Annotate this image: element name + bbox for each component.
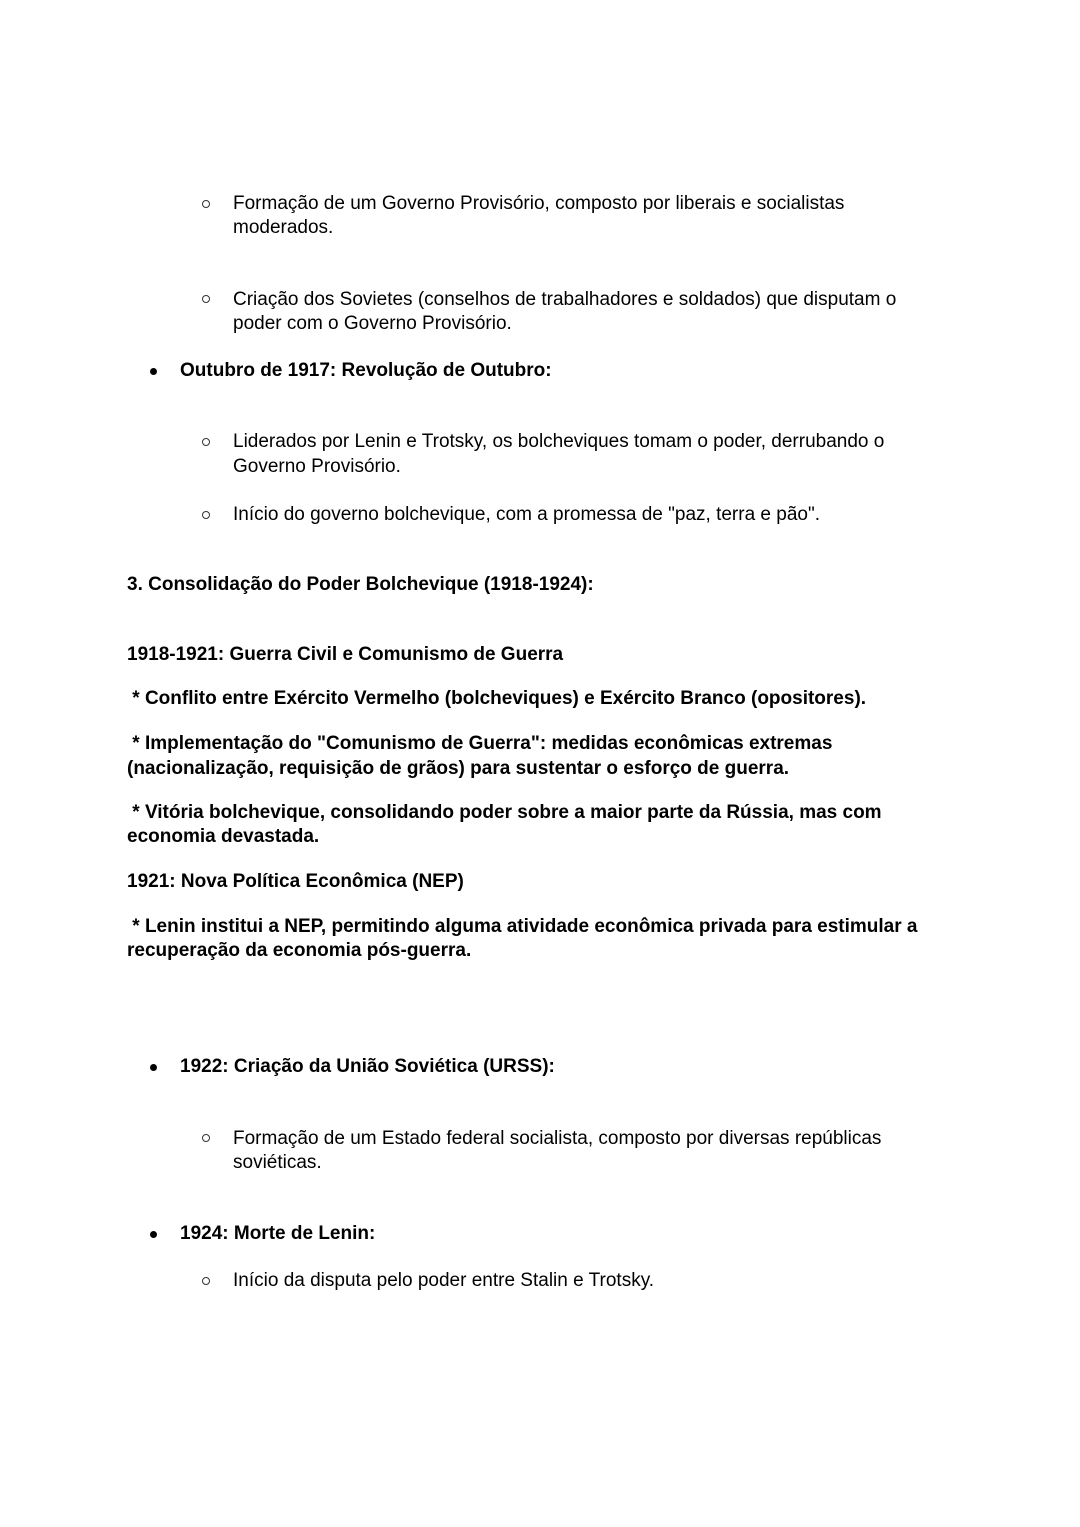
list-item-heading: 1922: Criação da União Soviética (URSS):: [180, 1056, 555, 1077]
list-item-text: Início do governo bolchevique, com a promessa de "paz, terra e pão".: [233, 504, 820, 525]
list-item-text: soviéticas.: [233, 1152, 322, 1173]
list-item-text: moderados.: [233, 217, 334, 238]
paragraph-text: * Vitória bolchevique, consolidando poder sobre a maior parte da Rússia, mas com: [127, 802, 882, 823]
hollow-bullet-icon: [202, 1277, 210, 1285]
subsection-heading: 1918-1921: Guerra Civil e Comunismo de Guerra: [127, 644, 564, 665]
paragraph-text: recuperação da economia pós-guerra.: [127, 940, 472, 961]
solid-bullet-icon: [150, 1231, 157, 1238]
subsection-heading: 1921: Nova Política Econômica (NEP): [127, 871, 464, 892]
hollow-bullet-icon: [202, 511, 210, 519]
paragraph-text: * Implementação do "Comunismo de Guerra": medidas econômicas extremas: [127, 733, 833, 754]
list-item-text: Criação dos Sovietes (conselhos de trabalhadores e soldados) que disputam o: [233, 289, 897, 310]
paragraph-text: * Conflito entre Exército Vermelho (bolcheviques) e Exército Branco (opositores).: [127, 688, 867, 709]
list-item-heading: 1924: Morte de Lenin:: [180, 1223, 376, 1244]
hollow-bullet-icon: [202, 200, 210, 208]
list-item-text: Formação de um Governo Provisório, composto por liberais e socialistas: [233, 193, 845, 214]
hollow-bullet-icon: [202, 1134, 210, 1142]
section-heading: 3. Consolidação do Poder Bolchevique (1918-1924):: [127, 574, 594, 595]
paragraph-text: * Lenin institui a NEP, permitindo alguma atividade econômica privada para estimular a: [127, 916, 918, 937]
hollow-bullet-icon: [202, 295, 210, 303]
list-item-text: Governo Provisório.: [233, 456, 401, 477]
list-item-heading: Outubro de 1917: Revolução de Outubro:: [180, 360, 552, 381]
solid-bullet-icon: [150, 368, 157, 375]
solid-bullet-icon: [150, 1064, 157, 1071]
list-item-text: Liderados por Lenin e Trotsky, os bolcheviques tomam o poder, derrubando o: [233, 431, 885, 452]
paragraph-text: (nacionalização, requisição de grãos) para sustentar o esforço de guerra.: [127, 758, 790, 779]
hollow-bullet-icon: [202, 438, 210, 446]
paragraph-text: economia devastada.: [127, 826, 320, 847]
list-item-text: Formação de um Estado federal socialista, composto por diversas repúblicas: [233, 1128, 882, 1149]
list-item-text: Início da disputa pelo poder entre Stalin e Trotsky.: [233, 1270, 655, 1291]
list-item-text: poder com o Governo Provisório.: [233, 313, 512, 334]
